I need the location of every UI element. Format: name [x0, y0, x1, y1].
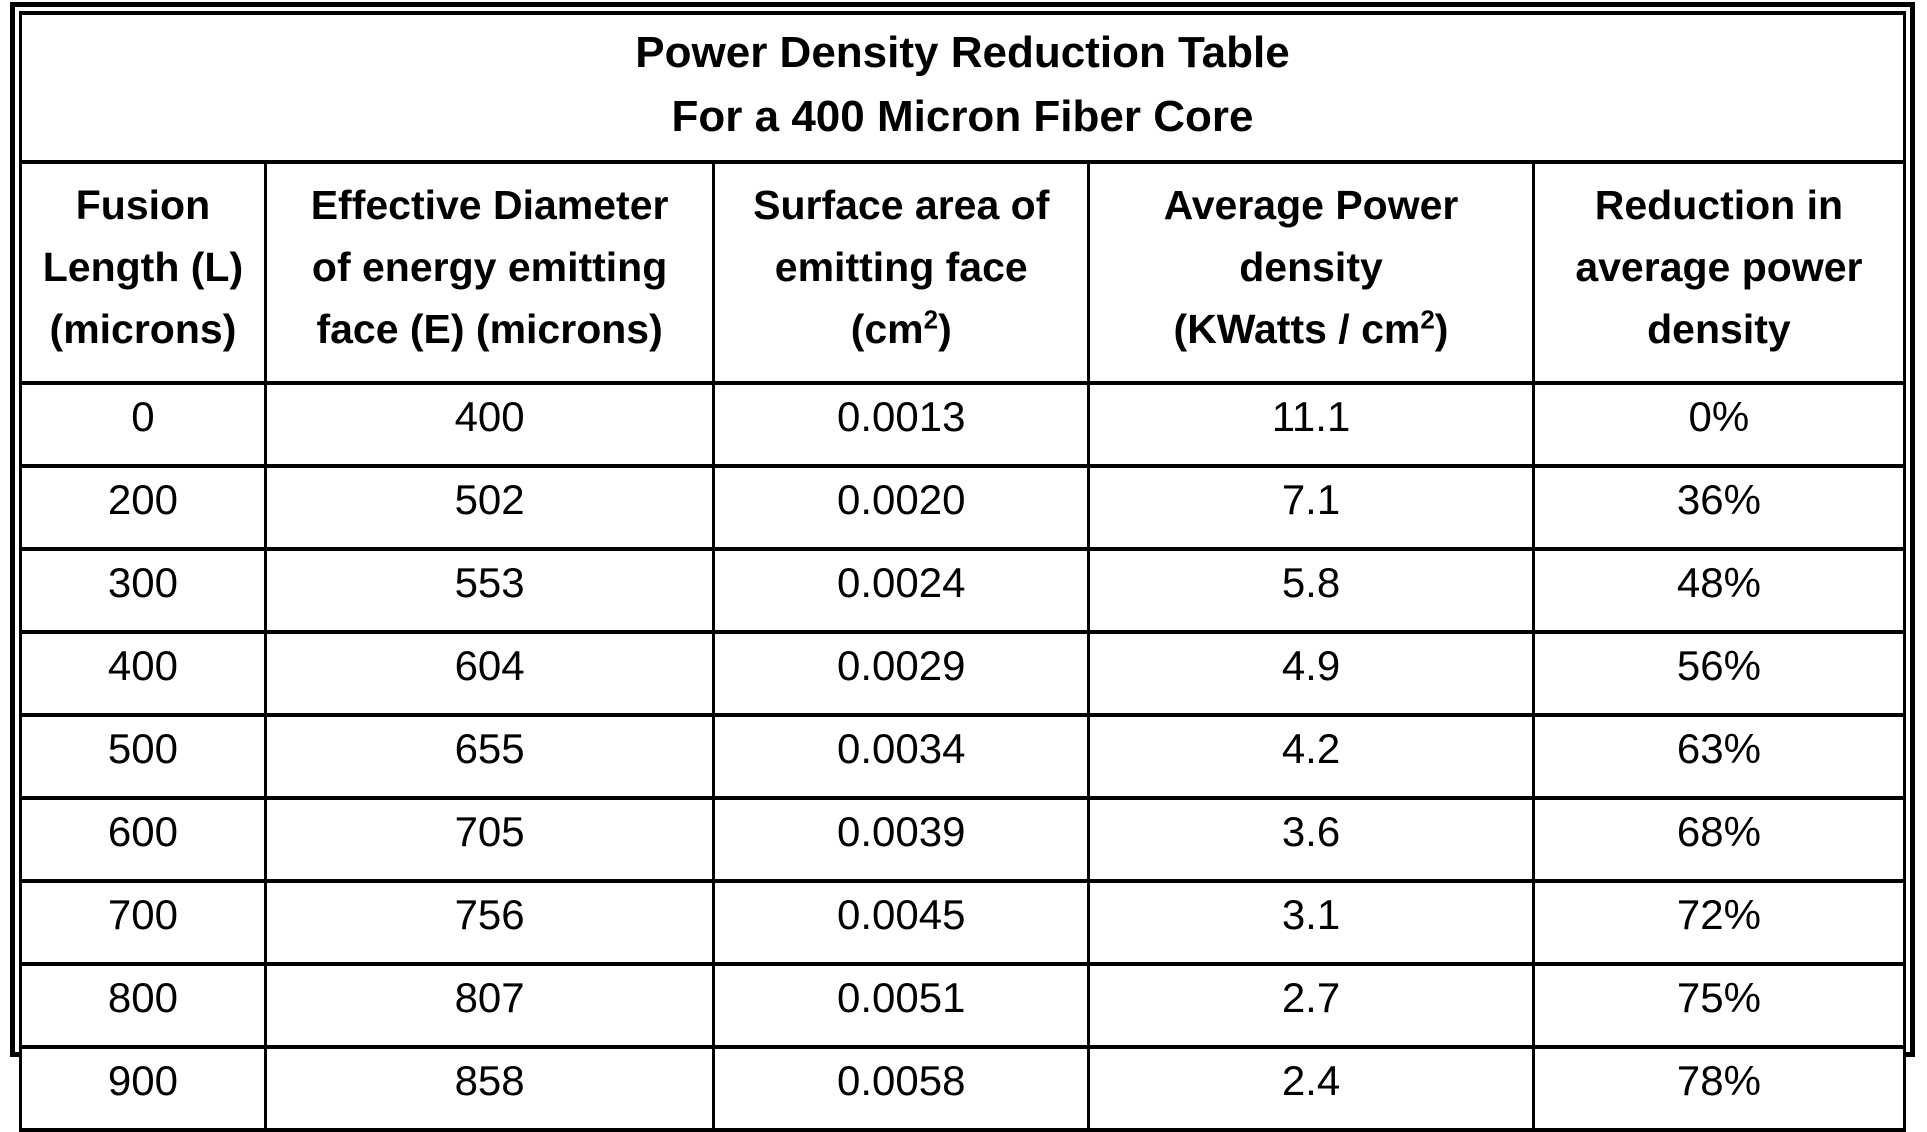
header-line: (KWatts / $cm^2$) [1173, 304, 1449, 352]
cell-fusion-length: 600 [21, 798, 266, 881]
power-density-reduction-table [19, 11, 1906, 1132]
column-header-fusion-length [21, 162, 266, 383]
superscript: 2 [923, 304, 939, 335]
header-line: Surface area of [753, 182, 1050, 228]
header-line: face (E) (microns) [316, 306, 663, 352]
table-body [21, 383, 1905, 1130]
cell-reduction-average-power-density: 0% [1533, 383, 1904, 466]
table-row [21, 466, 1905, 549]
cell-surface-area: 0.0024 [714, 549, 1089, 632]
table-title-line2: For a 400 Micron Fiber Core [671, 92, 1254, 141]
cell-effective-diameter: 502 [265, 466, 713, 549]
cell-surface-area: 0.0020 [714, 466, 1089, 549]
cell-fusion-length: 900 [21, 1047, 266, 1130]
table-row [21, 383, 1905, 466]
header-line: average power [1575, 244, 1863, 290]
table-row [21, 798, 1905, 881]
table-title [21, 13, 1905, 162]
header-line: density [1647, 306, 1791, 352]
cell-average-power-density: 2.7 [1089, 964, 1534, 1047]
cell-reduction-average-power-density: 48% [1533, 549, 1904, 632]
column-header-effective-diameter [265, 162, 713, 383]
cell-reduction-average-power-density: 72% [1533, 881, 1904, 964]
cell-effective-diameter: 400 [265, 383, 713, 466]
cell-surface-area: 0.0029 [714, 632, 1089, 715]
cell-surface-area: 0.0058 [714, 1047, 1089, 1130]
cell-surface-area: 0.0051 [714, 964, 1089, 1047]
cell-fusion-length: 200 [21, 466, 266, 549]
header-line: Fusion [75, 182, 211, 228]
cell-surface-area: 0.0034 [714, 715, 1089, 798]
cell-effective-diameter: 756 [265, 881, 713, 964]
cell-surface-area: 0.0013 [714, 383, 1089, 466]
column-header-reduction-average-power-density [1533, 162, 1904, 383]
cell-average-power-density: 7.1 [1089, 466, 1534, 549]
cell-average-power-density: 4.9 [1089, 632, 1534, 715]
header-line: Average Power [1163, 182, 1459, 228]
superscript: 2 [1420, 304, 1435, 335]
header-line: Reduction in [1594, 182, 1844, 228]
header-line: of energy emitting [311, 244, 668, 290]
cell-reduction-average-power-density: 68% [1533, 798, 1904, 881]
column-header-surface-area [714, 162, 1089, 383]
header-line: $(cm^2)$ [850, 304, 952, 352]
header-line: density [1239, 244, 1383, 290]
title-row [21, 13, 1905, 162]
cell-fusion-length: 400 [21, 632, 266, 715]
cell-reduction-average-power-density: 36% [1533, 466, 1904, 549]
table-row [21, 715, 1905, 798]
cell-average-power-density: 11.1 [1089, 383, 1534, 466]
cell-reduction-average-power-density: 56% [1533, 632, 1904, 715]
cell-average-power-density: 4.2 [1089, 715, 1534, 798]
header-line: emitting face [774, 244, 1028, 290]
header-line: (microns) [49, 306, 237, 352]
cell-fusion-length: 700 [21, 881, 266, 964]
column-header-average-power-density [1089, 162, 1534, 383]
table-row [21, 881, 1905, 964]
cell-effective-diameter: 553 [265, 549, 713, 632]
table-row [21, 549, 1905, 632]
table-frame [10, 2, 1915, 1104]
cell-effective-diameter: 604 [265, 632, 713, 715]
table-row [21, 1047, 1905, 1130]
cell-effective-diameter: 858 [265, 1047, 713, 1130]
header-line: Length (L) [42, 244, 244, 290]
cell-average-power-density: 3.1 [1089, 881, 1534, 964]
cell-average-power-density: 5.8 [1089, 549, 1534, 632]
cell-fusion-length: 500 [21, 715, 266, 798]
cell-surface-area: 0.0045 [714, 881, 1089, 964]
cell-surface-area: 0.0039 [714, 798, 1089, 881]
cell-reduction-average-power-density: 78% [1533, 1047, 1904, 1130]
table-row [21, 964, 1905, 1047]
table-title-line1: Power Density Reduction Table [635, 28, 1290, 77]
cell-average-power-density: 2.4 [1089, 1047, 1534, 1130]
cell-effective-diameter: 705 [265, 798, 713, 881]
header-row [21, 162, 1905, 383]
cell-fusion-length: 300 [21, 549, 266, 632]
cell-fusion-length: 800 [21, 964, 266, 1047]
header-line: Effective Diameter [310, 182, 669, 228]
cell-effective-diameter: 807 [265, 964, 713, 1047]
cell-reduction-average-power-density: 63% [1533, 715, 1904, 798]
cell-effective-diameter: 655 [265, 715, 713, 798]
cell-fusion-length: 0 [21, 383, 266, 466]
cell-reduction-average-power-density: 75% [1533, 964, 1904, 1047]
cell-average-power-density: 3.6 [1089, 798, 1534, 881]
table-row [21, 632, 1905, 715]
